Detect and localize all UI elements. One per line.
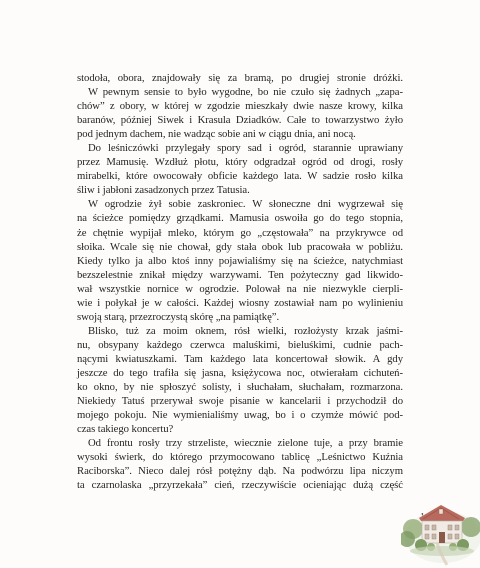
paragraph xyxy=(77,141,403,197)
text-line: że chętnie wypijał mleko, którym go „częstowała” na przykrywce od xyxy=(77,226,403,239)
text-line: mojego pokoju. Nie wymienialiśmy uwag, bo i o czymże mówić pod- xyxy=(77,409,403,422)
manor-house-illustration-icon xyxy=(401,485,480,568)
text-line: Raciborska”. Nieco dalej rósł potężny dąb. Na podwórzu lipa niczym xyxy=(77,465,403,478)
body-text xyxy=(77,71,403,492)
text-line: ko okno, by nie spłoszyć solisty, i słuchałam, słuchałam, rozmarzona. xyxy=(77,381,403,394)
paragraph xyxy=(77,71,403,141)
text-line: czas takiego koncertu? xyxy=(77,423,174,436)
text-line: śliw i jabłoni zasadzonych przez Tatusia. xyxy=(77,184,250,197)
paragraph xyxy=(77,436,403,492)
text-line: nącymi kwiatuszkami. Tam każdego lata koncertował słowik. A gdy xyxy=(77,352,403,365)
text-line: wysoki świerk, do którego przymocowano tablicę „Leśnictwo Kuźnia xyxy=(77,451,403,464)
text-line: słoika. Wcale się nie chował, gdy stała obok lub pracowała w pobliżu. xyxy=(77,240,403,253)
text-line: przez Mamusię. Wzdłuż płotu, który odgradzał ogród od drogi, rosły xyxy=(77,156,403,169)
text-line: Niekiedy Tatuś przerywał swoje pisanie w kancelarii i przychodził do xyxy=(77,395,403,408)
paragraph xyxy=(77,197,403,323)
paragraph xyxy=(77,324,403,436)
text-line: chów” z obory, w której w zgodzie mieszkały dwie nasze krowy, kilka xyxy=(77,100,403,113)
text-line: bezszelestnie znikał między warzywami. Ten pożyteczny gad likwido- xyxy=(77,268,403,281)
text-line: pod jednym dachem, nie wadząc sobie ani w ciągu dnia, ani nocą. xyxy=(77,128,356,141)
text-line: wie i połykał je w całości. Każdej wiosny zostawiał nam po wylinieniu xyxy=(77,296,403,309)
text-line: nu, obsypany każdego czerwca maluśkimi, bieluśkimi, cudnie pach- xyxy=(77,338,403,351)
text-line: W ogrodzie żył sobie zaskroniec. W słoneczne dni wygrzewał się xyxy=(88,198,403,211)
text-line: jeszcze do tego trafiła się jasna, księżycowa noc, otwierałam cichuteń- xyxy=(77,366,403,379)
text-line: Kiedy tylko ja albo ktoś inny pojawialiśmy się na ścieżce, natychmiast xyxy=(77,254,403,267)
text-line: W pewnym sensie to było wygodne, bo nie czuło się żadnych „zapa- xyxy=(88,86,403,99)
text-line: na ścieżce pomiędzy grządkami. Mamusia oswoiła go do tego stopnia, xyxy=(77,212,403,225)
text-line: ta czarnolaska „przyrzekała” cień, rzeczywiście ocieniając dużą część xyxy=(77,479,403,492)
text-line: baranów, później Siwek i Krasula Dziadków. Całe to towarzystwo żyło xyxy=(77,114,403,127)
text-line: mirabelki, które owocowały obficie każdego lata. W sadzie rosło kilka xyxy=(77,170,403,183)
text-line: Blisko, tuż za moim oknem, rósł wielki, rozłożysty krzak jaśmi- xyxy=(88,324,403,337)
text-line: wał wszystkie nornice w ogrodzie. Polował na nie niezwykle cierpli- xyxy=(77,282,403,295)
text-line: Od frontu rosły trzy strzeliste, wiecznie zielone tuje, a przy bramie xyxy=(88,437,403,450)
text-line: Do leśniczówki przylegały spory sad i ogród, starannie uprawiany xyxy=(88,142,403,155)
text-line: stodoła, obora, znajdowały się za bramą, po drugiej stronie dróżki. xyxy=(77,72,403,84)
text-line: swoją starą, przezroczystą skórę „na pamiątkę”. xyxy=(77,310,280,323)
